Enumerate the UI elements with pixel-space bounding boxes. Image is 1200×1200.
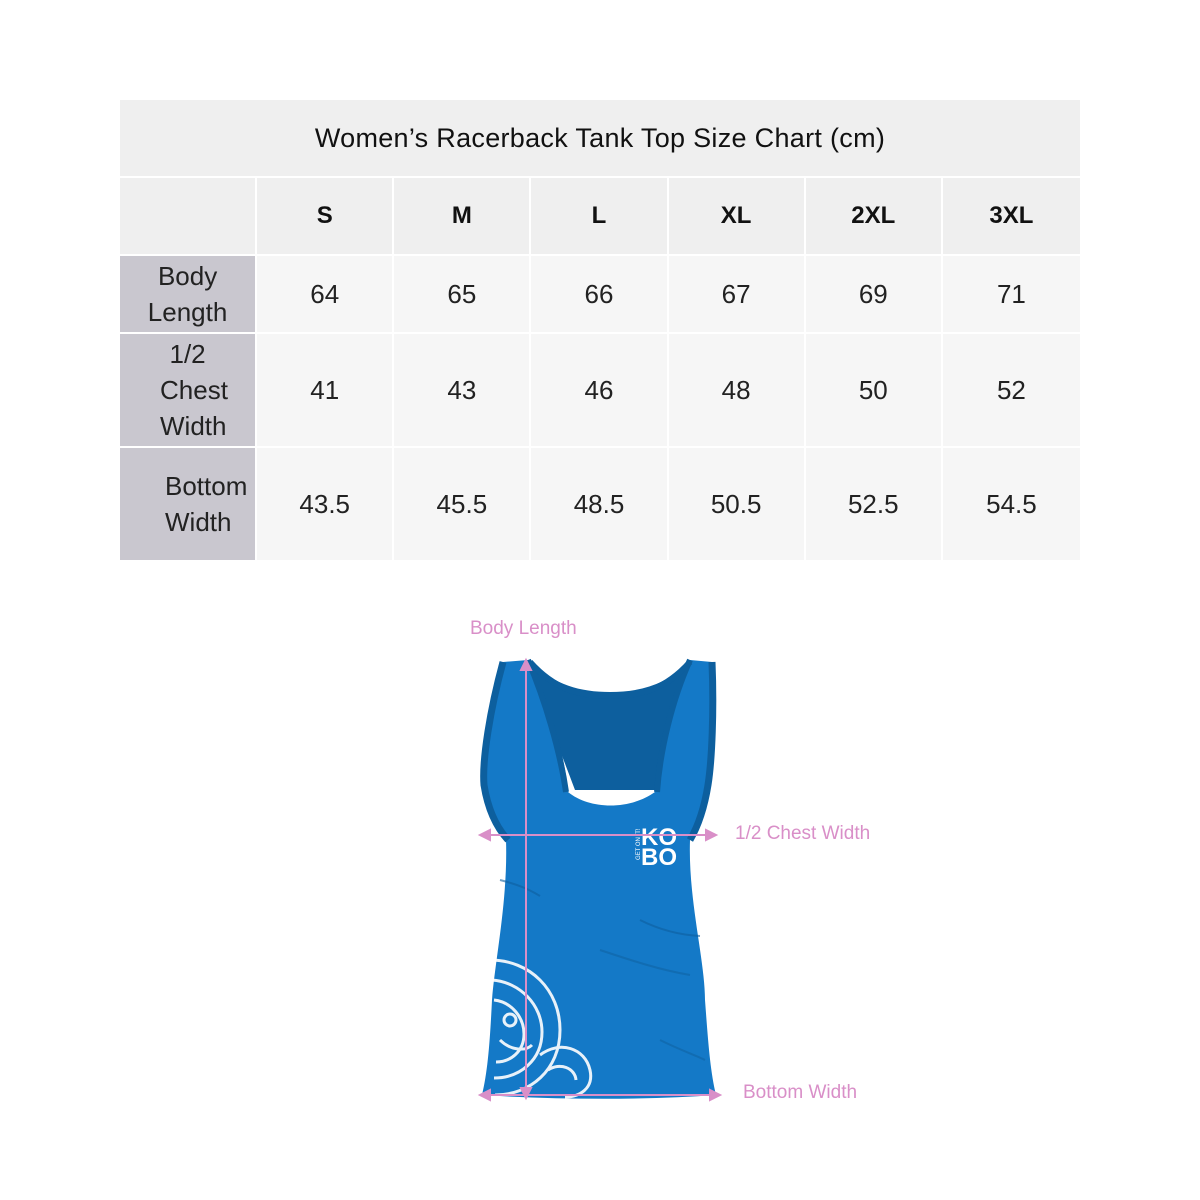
table-cell: 66 — [531, 256, 668, 334]
arrow-head — [710, 1090, 720, 1100]
table-cell: 46 — [531, 334, 668, 448]
row-label-chest-width: 1/2 Chest Width — [120, 334, 257, 448]
table-row — [120, 334, 1080, 448]
size-chart-table — [120, 100, 1080, 562]
size-header-3xl: 3XL — [943, 178, 1080, 256]
table-cell: 48 — [669, 334, 806, 448]
logo-side-text: GET ON IT! — [636, 828, 642, 860]
row-label-body-length: Body Length — [120, 256, 257, 334]
table-cell: 65 — [394, 256, 531, 334]
table-cell: 54.5 — [943, 448, 1080, 562]
table-cell: 52.5 — [806, 448, 943, 562]
table-cell: 50 — [806, 334, 943, 448]
arrow-head — [706, 830, 716, 840]
table-cell: 45.5 — [394, 448, 531, 562]
size-chart-title: Women’s Racerback Tank Top Size Chart (cm) — [120, 100, 1080, 178]
table-cell: 50.5 — [669, 448, 806, 562]
size-header-l: L — [531, 178, 668, 256]
size-header-m: M — [394, 178, 531, 256]
row-label-bottom-width: Bottom Width — [120, 448, 257, 562]
tank-top-illustration — [0, 600, 1200, 1160]
arrow-head — [480, 1090, 490, 1100]
table-row — [120, 448, 1080, 562]
size-header-s: S — [257, 178, 394, 256]
body-length-label: Body Length — [470, 618, 577, 639]
table-row — [120, 256, 1080, 334]
bottom-width-label: Bottom Width — [743, 1082, 858, 1103]
table-cell: 67 — [669, 256, 806, 334]
table-cell: 64 — [257, 256, 394, 334]
size-header-2xl: 2XL — [806, 178, 943, 256]
logo-bo: BO — [641, 844, 677, 871]
size-header-xl: XL — [669, 178, 806, 256]
table-cell: 69 — [806, 256, 943, 334]
table-cell: 43 — [394, 334, 531, 448]
table-cell: 41 — [257, 334, 394, 448]
table-cell: 71 — [943, 256, 1080, 334]
table-cell: 43.5 — [257, 448, 394, 562]
tank-top-diagram — [0, 600, 1200, 1160]
logo-ko: KO — [641, 824, 677, 851]
chest-width-label: 1/2 Chest Width — [735, 823, 871, 844]
table-cell: 52 — [943, 334, 1080, 448]
header-empty-cell — [120, 178, 257, 256]
arrow-head — [480, 830, 490, 840]
table-cell: 48.5 — [531, 448, 668, 562]
size-header-row — [120, 178, 1080, 256]
